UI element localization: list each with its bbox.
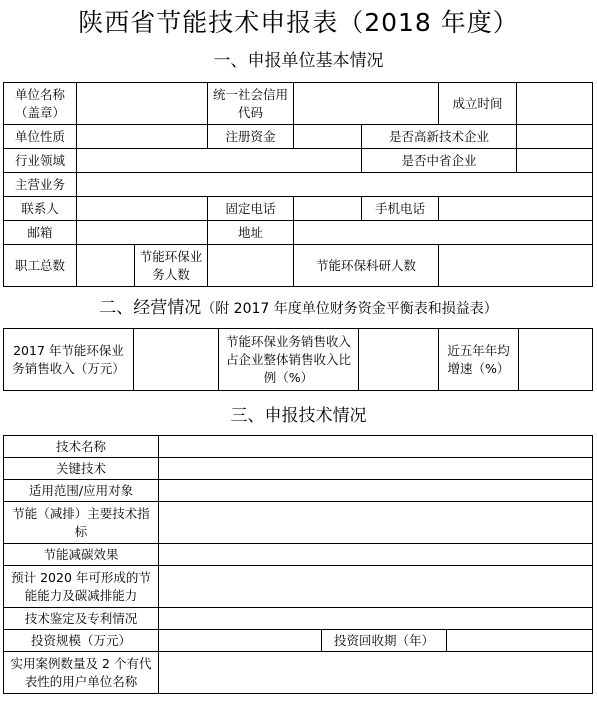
label-total-staff: 职工总数 (4, 245, 77, 287)
field-key-tech[interactable] (159, 458, 593, 480)
field-cases[interactable] (159, 652, 593, 694)
label-industry: 行业领域 (4, 149, 77, 173)
field-high-tech[interactable] (517, 125, 593, 149)
label-tech-name: 技术名称 (4, 436, 159, 458)
label-central-enterprise: 是否中省企业 (362, 149, 517, 173)
label-unit-nature: 单位性质 (4, 125, 77, 149)
label-payback: 投资回收期（年） (322, 630, 447, 652)
label-capacity-2020: 预计 2020 年可形成的节能能力及碳减排能力 (4, 566, 159, 608)
section1-table (3, 82, 593, 287)
label-sales-2017: 2017 年节能环保业务销售收入（万元） (4, 329, 134, 391)
field-tech-name[interactable] (159, 436, 593, 458)
field-eco-staff[interactable] (208, 245, 294, 287)
label-main-business: 主营业务 (4, 173, 77, 197)
label-address: 地址 (208, 221, 294, 245)
field-landline[interactable] (294, 197, 362, 221)
label-unit-name: 单位名称（盖章） (4, 83, 77, 125)
label-high-tech: 是否高新技术企业 (362, 125, 517, 149)
label-key-tech: 关键技术 (4, 458, 159, 480)
section2-heading-line (0, 296, 597, 320)
section2-heading: 二、经营情况 (99, 298, 202, 318)
field-total-staff[interactable] (77, 245, 135, 287)
label-appraisal: 技术鉴定及专利情况 (4, 608, 159, 630)
field-eco-research-staff[interactable] (439, 245, 593, 287)
field-established[interactable] (517, 83, 593, 125)
field-investment[interactable] (159, 630, 322, 652)
field-appraisal[interactable] (159, 608, 593, 630)
field-credit-code[interactable] (294, 83, 439, 125)
field-effect[interactable] (159, 544, 593, 566)
field-main-business[interactable] (77, 173, 593, 197)
label-sales-ratio: 节能环保业务销售收入占企业整体销售收入比例（%） (219, 329, 359, 391)
label-landline: 固定电话 (208, 197, 294, 221)
field-sales-ratio[interactable] (359, 329, 439, 391)
label-credit-code: 统一社会信用代码 (208, 83, 294, 125)
field-scope[interactable] (159, 480, 593, 502)
section1-heading: 一、申报单位基本情况 (213, 51, 384, 71)
field-growth-5y[interactable] (519, 329, 593, 391)
field-industry[interactable] (77, 149, 362, 173)
field-central-enterprise[interactable] (517, 149, 593, 173)
field-unit-name[interactable] (77, 83, 208, 125)
label-scope: 适用范围/应用对象 (4, 480, 159, 502)
field-email[interactable] (77, 221, 208, 245)
label-established: 成立时间 (439, 83, 517, 125)
label-contact: 联系人 (4, 197, 77, 221)
field-indicators[interactable] (159, 502, 593, 544)
label-email: 邮箱 (4, 221, 77, 245)
label-eco-research-staff: 节能环保科研人数 (294, 245, 439, 287)
field-unit-nature[interactable] (77, 125, 208, 149)
field-capacity-2020[interactable] (159, 566, 593, 608)
label-investment: 投资规模（万元） (4, 630, 159, 652)
field-sales-2017[interactable] (134, 329, 219, 391)
label-indicators: 节能（减排）主要技术指标 (4, 502, 159, 544)
label-mobile: 手机电话 (362, 197, 439, 221)
label-effect: 节能减碳效果 (4, 544, 159, 566)
label-cases: 实用案例数量及 2 个有代表性的用户单位名称 (4, 652, 159, 694)
field-mobile[interactable] (439, 197, 593, 221)
field-payback[interactable] (447, 630, 593, 652)
section3-heading: 三、申报技术情况 (230, 406, 367, 426)
field-address[interactable] (294, 221, 593, 245)
section3-table (3, 435, 593, 694)
field-contact[interactable] (77, 197, 208, 221)
page-title: 陕西省节能技术申报表（2018 年度） (78, 8, 519, 37)
label-growth-5y: 近五年年均增速（%） (439, 329, 519, 391)
section2-table (3, 328, 593, 391)
field-registered-capital[interactable] (294, 125, 362, 149)
label-registered-capital: 注册资金 (208, 125, 294, 149)
section2-note: （附 2017 年度单位财务资金平衡表和损益表） (201, 301, 498, 317)
label-eco-staff: 节能环保业务人数 (135, 245, 208, 287)
